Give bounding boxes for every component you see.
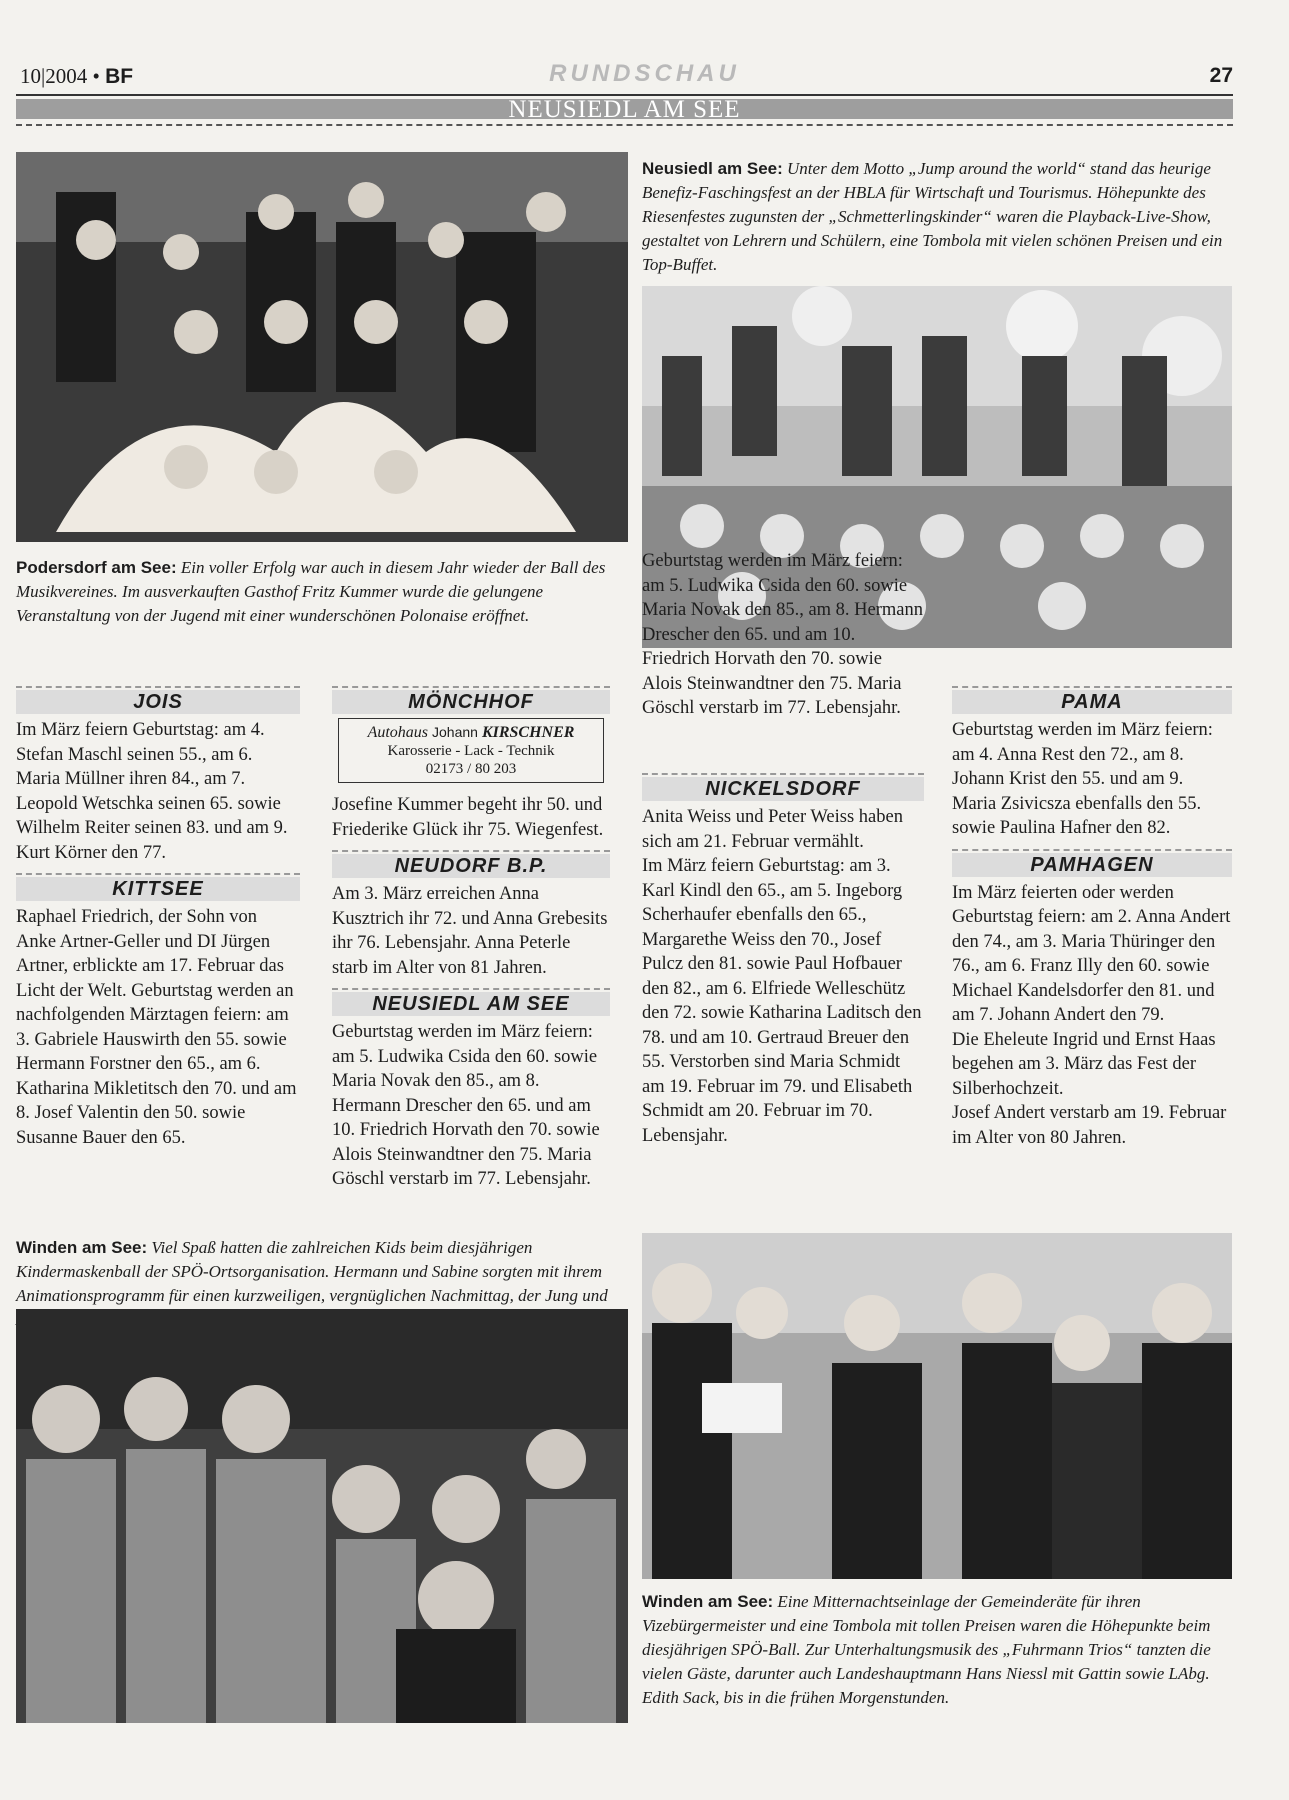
masthead: RUNDSCHAU	[549, 60, 740, 87]
article-jois: Im März feiern Geburtstag: am 4. Stefan Maschl seinen 55., am 6. Maria Müllner ihren 84., am 7. Leopold Wetschka seinen 65. sowie Wilhelm Reiter seinen 83. und am 9. Kurt Körner den 77.	[16, 720, 288, 863]
heading-text: NICKELSDORF	[642, 777, 924, 801]
issue-bullet: •	[92, 64, 100, 88]
photo-winden-kids	[16, 1309, 628, 1723]
caption-text: Viel Spaß hatten die zahlreichen Kids beim diesjährigen Kindermaskenball der SPÖ-Ortsorganisation. Hermann und Sabine sorgten mit ihrem Animationsprogramm für einen kurzweiligen, vergnüglichen Nachmittag, der Jung und	[16, 1238, 608, 1305]
heading-pama	[952, 684, 1232, 714]
ad-phone: 02173 / 80 203	[425, 761, 517, 777]
caption-place: Winden am See:	[16, 1238, 148, 1257]
caption-text: Ein voller Erfolg war auch in diesem Jahr wieder der Ball des Musikvereines. Im ausverkauften Gasthof Fritz Kummer wurde die gelungene Veranstaltung von der Jugend mit einer wunderschönen Polonaise eröffnet.	[16, 558, 606, 625]
article-nickelsdorf-p1: Anita Weiss und Peter Weiss haben sich am 21. Februar vermählt.	[642, 807, 903, 852]
caption-podersdorf	[16, 556, 628, 628]
ad-services: Karosserie - Lack - Technik	[387, 743, 555, 759]
heading-neudorf	[332, 848, 610, 878]
heading-text: NEUSIEDL AM SEE	[332, 992, 610, 1016]
article-pamhagen-p2: Die Eheleute Ingrid und Ernst Haas begehen am 3. März das Fest der Silberhochzeit.	[952, 1029, 1216, 1099]
article-neusiedl: Geburtstag werden im März feiern: am 5. Ludwika Csida den 60. sowie Maria Novak den 85., am 8. Hermann Drescher den 65. und am 10. Friedrich Horvath den 70. sowie Alois Steinwandtner den 75. Maria Göschl verstarb im 77. Lebensjahr.	[332, 1022, 600, 1189]
photo-podersdorf-ball	[16, 152, 628, 542]
article-neusiedl-continued-text: Geburtstag werden im März feiern: am 5. Ludwika Csida den 60. sowie Maria Novak den 85., am 8. Hermann Drescher den 65. und am 10. Friedrich Horvath den 70. sowie Alois Steinwandtner den 75. Maria Göschl verstarb im 77. Lebensjahr.	[642, 551, 924, 718]
caption-place: Podersdorf am See:	[16, 558, 177, 577]
article-pama: Geburtstag werden im März feiern: am 4. Anna Rest den 72., am 8. Johann Krist den 55. und am 9. Maria Zsivicsza ebenfalls den 55. sowie Paulina Hafner den 82.	[952, 720, 1213, 838]
heading-moenchhof	[332, 684, 610, 714]
column-4	[952, 684, 1232, 1150]
caption-text: Eine Mitternachtseinlage der Gemeinderäte für ihren Vizebürgermeister und eine Tombola mit tollen Preisen waren die Höhepunkte beim diesjährigen SPÖ-Ball. Zur Unterhaltungsmusik des „Fuhrmann Trios“ tanzten die vielen Gäste, darunter auch Landeshauptmann Hans Niessl mit Gattin sowie LAbg. Edith Sack, bis in die frühen Morgenstunden.	[642, 1592, 1211, 1707]
heading-text: JOIS	[16, 690, 300, 714]
article-pamhagen-p3: Josef Andert verstarb am 19. Februar im Alter von 80 Jahren.	[952, 1103, 1227, 1148]
section-title: NEUSIEDL AM SEE	[508, 96, 741, 123]
ad-title	[343, 723, 599, 742]
heading-text: PAMA	[952, 690, 1232, 714]
issue-number: 10|2004	[20, 64, 88, 88]
heading-text: KITTSEE	[16, 877, 300, 901]
caption-winden-ball	[642, 1590, 1232, 1710]
page-number: 27	[1209, 64, 1233, 87]
article-pamhagen-p1: Im März feierten oder werden Geburtstag feiern: am 2. Anna Andert den 74., am 3. Maria Thüringer den 76., am 6. Franz Illy den 60. sowie Michael Kandelsdorfer den 81. und am 7. Johann Andert den 79.	[952, 882, 1231, 1025]
ad-title-prefix: Autohaus	[367, 724, 429, 741]
article-moenchhof: Josefine Kummer begeht ihr 50. und Friederike Glück ihr 75. Wiegenfest.	[332, 795, 604, 840]
paper-name: BF	[105, 65, 134, 88]
caption-place: Winden am See:	[642, 1592, 774, 1611]
article-nickelsdorf-p2: Im März feiern Geburtstag: am 3. Karl Kindl den 65., am 5. Ingeborg Scherhaufer ebenfalls den 65., Margarethe Weiss den 70., Josef Pulcz den 81. sowie Paul Hofbauer den 82., am 6. Elfriede Welleschütz den 72. sowie Katharina Laditsch den 78. und am 10. Gertraud Breuer den 55. Verstorben sind Maria Schmidt am 19. Februar im 79. und Elisabeth Schmidt am 20. Februar im 70. Lebensjahr.	[642, 856, 922, 1146]
heading-kittsee	[16, 871, 300, 901]
caption-text: Unter dem Motto „Jump around the world“ stand das heurige Benefiz-Faschingsfest an der HBLA für Wirtschaft und Tourismus. Höhepunkte des Riesenfestes zugunsten der „Schmetterlingskinder“ waren die Playback-Live-Show, gestaltet von Lehrern und Schülern, eine Tombola mit vielen schönen Preisen und ein Top-Buffet.	[642, 159, 1223, 274]
heading-nickelsdorf	[642, 771, 924, 801]
caption-neusiedl	[642, 157, 1232, 277]
section-dashed-rule	[16, 124, 1233, 126]
heading-pamhagen	[952, 847, 1232, 877]
article-kittsee: Raphael Friedrich, der Sohn von Anke Artner-Geller und DI Jürgen Artner, erblickte am 17. Februar das Licht der Welt. Geburtstag werden an nachfolgenden Märztagen feiern: am 3. Gabriele Hauswirth den 55. sowie Hermann Forstner den 65., am 6. Katharina Mikletitsch den 70. und am 8. Josef Valentin den 50. sowie Susanne Bauer den 65.	[16, 907, 297, 1148]
photo-winden-ball	[642, 1233, 1232, 1579]
section-banner	[16, 96, 1233, 123]
article-neusiedl-continued	[642, 551, 924, 769]
column-3	[642, 551, 924, 1148]
article-neudorf: Am 3. März erreichen Anna Kusztrich ihr 72. und Anna Grebesits ihr 76. Lebensjahr. Anna Peterle starb im Alter von 81 Jahren.	[332, 884, 608, 978]
heading-neusiedl	[332, 986, 610, 1016]
column-2	[332, 684, 610, 1189]
heading-text: MÖNCHHOF	[332, 690, 610, 714]
heading-jois	[16, 684, 300, 714]
heading-text: PAMHAGEN	[952, 853, 1232, 877]
heading-text: NEUDORF B.P.	[332, 854, 610, 878]
advertisement-kirschner	[338, 718, 604, 783]
column-1	[16, 684, 300, 1150]
caption-place: Neusiedl am See:	[642, 159, 783, 178]
ad-title-name: KIRSCHNER	[481, 724, 575, 741]
ad-title-mid: Johann	[432, 724, 478, 740]
